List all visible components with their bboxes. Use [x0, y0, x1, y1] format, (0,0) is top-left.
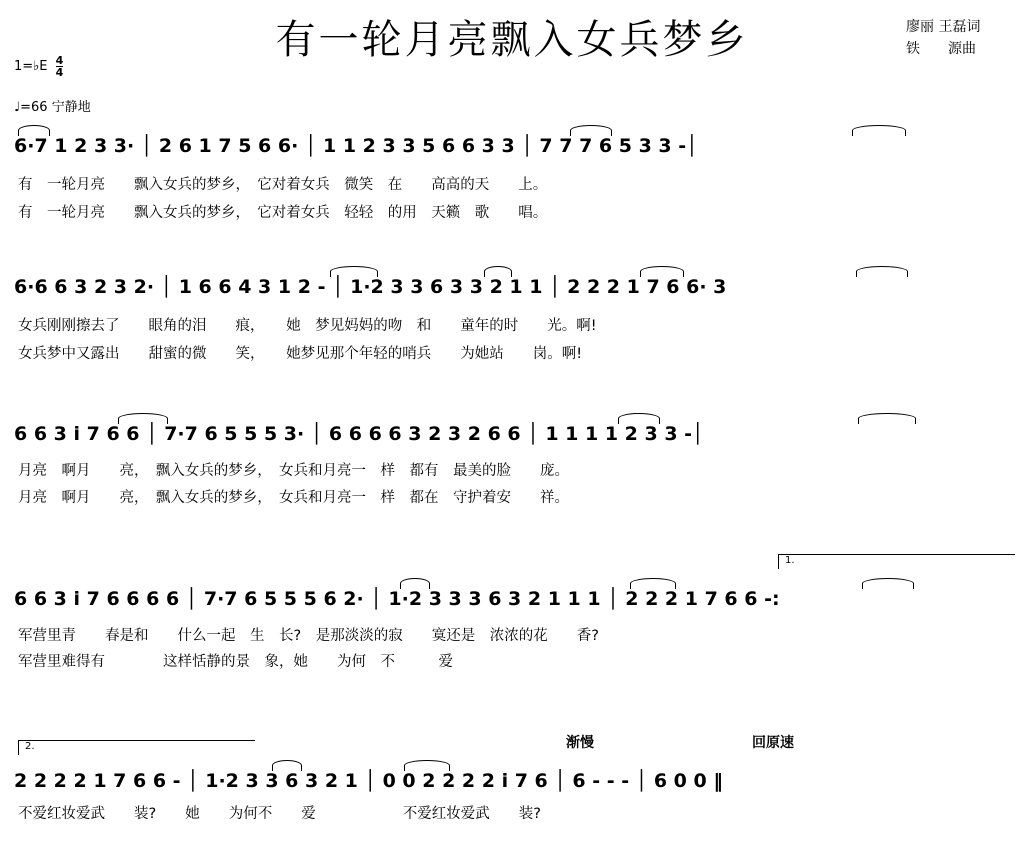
- second-ending-bracket: 2.: [18, 740, 255, 755]
- song-title: 有一轮月亮飘入女兵梦乡: [275, 17, 749, 63]
- slur: [856, 266, 908, 277]
- slur: [484, 266, 512, 277]
- slur: [570, 125, 612, 136]
- lyrics-verse-1: 月亮 啊月 亮， 飘入女兵的梦乡， 女兵和月亮一 样 都有 最美的脸 庞。: [18, 463, 569, 479]
- composer-credit: 铁 源曲: [906, 41, 976, 57]
- notes-line: 2 2 2 2 1 7 6 6 - │ 1·2 3 3 6 3 2 1 │ 0 0 2 2 2 2 i 7 6 │ 6 - - - │ 6 0 0 ‖: [14, 770, 723, 792]
- slur: [404, 760, 450, 771]
- ritardando-mark: 渐慢: [566, 735, 594, 751]
- notes-line: 6 6 3 i 7 6 6 │ 7·7 6 5 5 5 3· │ 6 6 6 6 3 2 3 2 6 6 │ 1 1 1 1 2 3 3 -│: [14, 423, 704, 445]
- notes-line: 6 6 3 i 7 6 6 6 6 │ 7·7 6 5 5 5 6 2· │ 1·2 3 3 3 6 3 2 1 1 1 │ 2 2 2 1 7 6 6 -:: [14, 588, 780, 610]
- key-signature: [14, 55, 63, 78]
- time-numerator: 4: [55, 54, 64, 67]
- lyrics-verse-2: 月亮 啊月 亮， 飘入女兵的梦乡， 女兵和月亮一 样 都在 守护着安 祥。: [18, 490, 569, 506]
- slur: [630, 578, 676, 589]
- lyricist-credit: 廖丽 王磊词: [906, 19, 981, 35]
- slur: [618, 413, 660, 424]
- lyrics-verse-2: 军营里难得有 这样恬静的景 象，她 为何 不 爱: [18, 654, 453, 670]
- tempo-marking: ♩=66 宁静地: [14, 100, 91, 115]
- slur: [852, 125, 906, 136]
- lyrics-verse-1: 不爱红妆爱武 装? 她 为何不 爱 不爱红妆爱武 装?: [18, 806, 541, 822]
- slur: [330, 266, 378, 277]
- a-tempo-mark: 回原速: [752, 735, 794, 751]
- slur: [272, 760, 302, 771]
- slur: [862, 578, 914, 589]
- lyrics-verse-1: 军营里青 春是和 什么一起 生 长? 是那淡淡的寂 寞还是 浓浓的花 香?: [18, 628, 599, 644]
- first-ending-bracket: 1.: [778, 554, 1015, 569]
- time-denominator: 4: [55, 66, 64, 79]
- slur: [640, 266, 684, 277]
- key-label: 1=♭E: [14, 59, 48, 74]
- notes-line: 6·7 1 2 3 3· │ 2 6 1 7 5 6 6· │ 1 1 2 3 3 5 6 6 3 3 │ 7 7 7 6 5 3 3 -│: [14, 135, 698, 157]
- lyrics-verse-2: 有 一轮月亮 飘入女兵的梦乡， 它对着女兵 轻轻 的用 天籁 歌 唱。: [18, 205, 548, 221]
- time-signature: [56, 55, 64, 78]
- lyrics-verse-1: 有 一轮月亮 飘入女兵的梦乡， 它对着女兵 微笑 在 高高的天 上。: [18, 177, 548, 193]
- lyrics-verse-2: 女兵梦中又露出 甜蜜的微 笑， 她梦见那个年轻的哨兵 为她站 岗。啊!: [18, 346, 583, 362]
- notes-line: 6·6 6 3 2 3 2· │ 1 6 6 4 3 1 2 - │ 1·2 3 3 6 3 3 2 1 1 │ 2 2 2 1 7 6 6· 3: [14, 276, 727, 298]
- slur: [858, 413, 916, 424]
- slur: [400, 578, 430, 589]
- slur: [18, 125, 50, 136]
- lyrics-verse-1: 女兵刚刚擦去了 眼角的泪 痕， 她 梦见妈妈的吻 和 童年的时 光。啊!: [18, 318, 597, 334]
- slur: [118, 413, 168, 424]
